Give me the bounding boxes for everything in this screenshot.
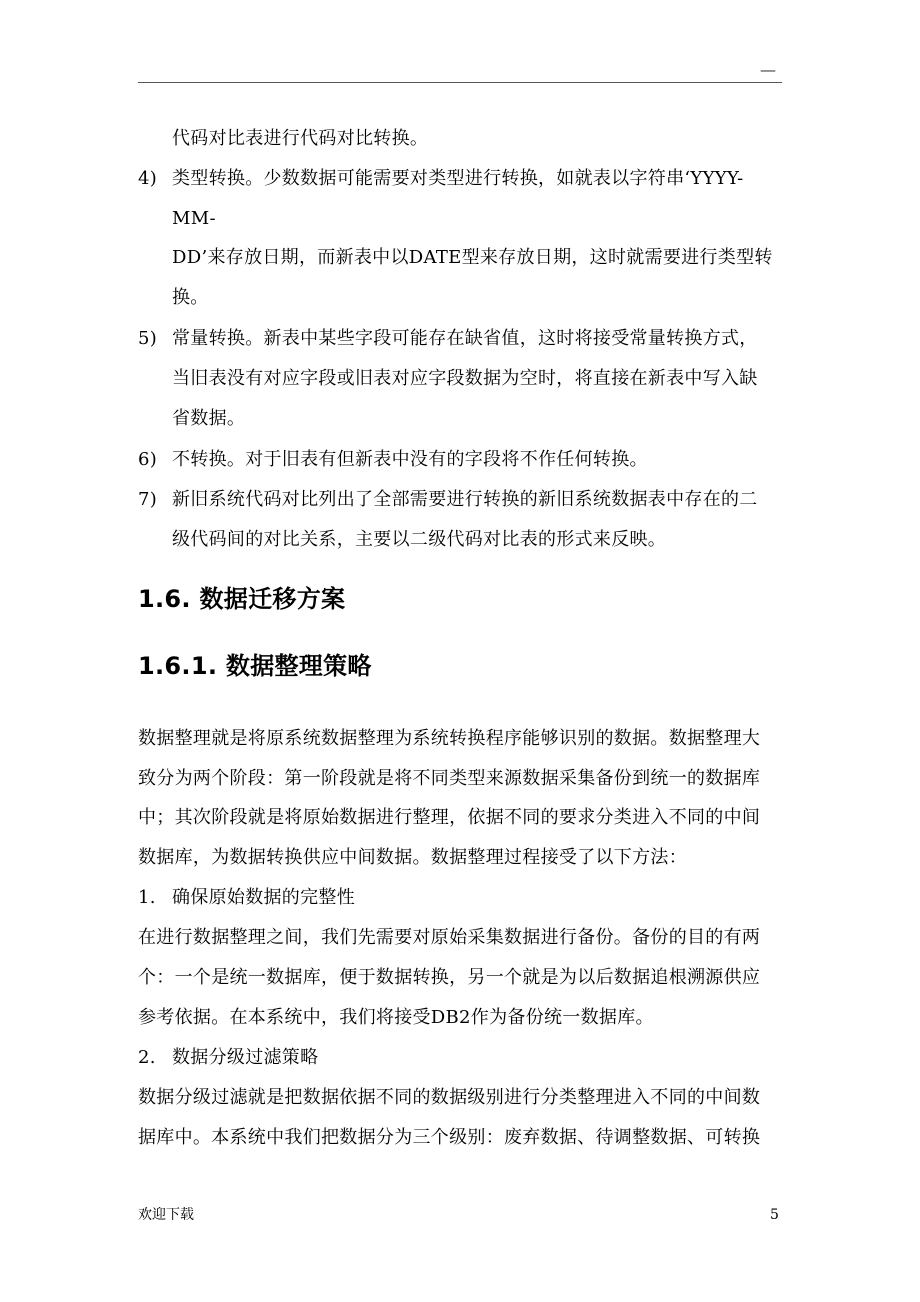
list-number: 4) xyxy=(138,168,158,189)
list-number: 7) xyxy=(138,489,158,510)
item-title: 确保原始数据的完整性 xyxy=(172,887,355,908)
paragraph-line: 据库中。本系统中我们把数据分为三个级别：废弃数据、待调整数据、可转换 xyxy=(138,1127,761,1148)
list-continuation-line: 代码对比表进行代码对比转换。 xyxy=(172,128,429,149)
page-number: 5 xyxy=(770,1207,779,1223)
list-line: MM- xyxy=(172,208,216,229)
list-line: DD’来存放日期，而新表中以DATE型来存放日期，这时就需要进行类型转 xyxy=(172,247,773,268)
header-mark: — xyxy=(760,60,776,79)
item-title: 数据分级过滤策略 xyxy=(172,1047,319,1068)
item-number: 2. xyxy=(138,1047,156,1068)
list-line: 常量转换。新表中某些字段可能存在缺省值，这时将接受常量转换方式， xyxy=(172,328,758,349)
list-line: 不转换。对于旧表有但新表中没有的字段将不作任何转换。 xyxy=(172,449,648,470)
paragraph-line: 数据分级过滤就是把数据依据不同的数据级别进行分类整理进入不同的中间数 xyxy=(138,1087,761,1108)
paragraph-line: 参考依据。在本系统中，我们将接受DB2作为备份统一数据库。 xyxy=(138,1007,654,1028)
list-line: 新旧系统代码对比列出了全部需要进行转换的新旧系统数据表中存在的二 xyxy=(172,489,758,510)
section-heading-1-6-1: 1.6.1. 数据整理策略 xyxy=(138,652,372,680)
list-line: 级代码间的对比关系，主要以二级代码对比表的形式来反映。 xyxy=(172,529,667,550)
section-heading-1-6: 1.6. 数据迁移方案 xyxy=(138,585,346,613)
list-line: 当旧表没有对应字段或旧表对应字段数据为空时，将直接在新表中写入缺 xyxy=(172,368,758,389)
paragraph-line: 数据整理就是将原系统数据整理为系统转换程序能够识别的数据。数据整理大 xyxy=(138,728,761,749)
header-rule xyxy=(138,82,782,83)
paragraph-line: 中；其次阶段就是将原始数据进行整理，依据不同的要求分类进入不同的中间 xyxy=(138,807,761,828)
item-number: 1. xyxy=(138,887,156,908)
list-line: 省数据。 xyxy=(172,408,246,429)
paragraph-line: 在进行数据整理之间，我们先需要对原始采集数据进行备份。备份的目的有两 xyxy=(138,927,761,948)
footer-text: 欢迎下载 xyxy=(138,1207,194,1223)
paragraph-line: 个：一个是统一数据库，便于数据转换，另一个就是为以后数据追根溯源供应 xyxy=(138,967,761,988)
paragraph-line: 数据库，为数据转换供应中间数据。数据整理过程接受了以下方法： xyxy=(138,847,687,868)
paragraph-line: 致分为两个阶段：第一阶段就是将不同类型来源数据采集备份到统一的数据库 xyxy=(138,768,761,789)
list-number: 6) xyxy=(138,449,158,470)
list-line: 类型转换。少数数据可能需要对类型进行转换，如就表以字符串‘YYYY- xyxy=(172,168,744,189)
list-line: 换。 xyxy=(172,287,209,308)
list-number: 5) xyxy=(138,328,158,349)
